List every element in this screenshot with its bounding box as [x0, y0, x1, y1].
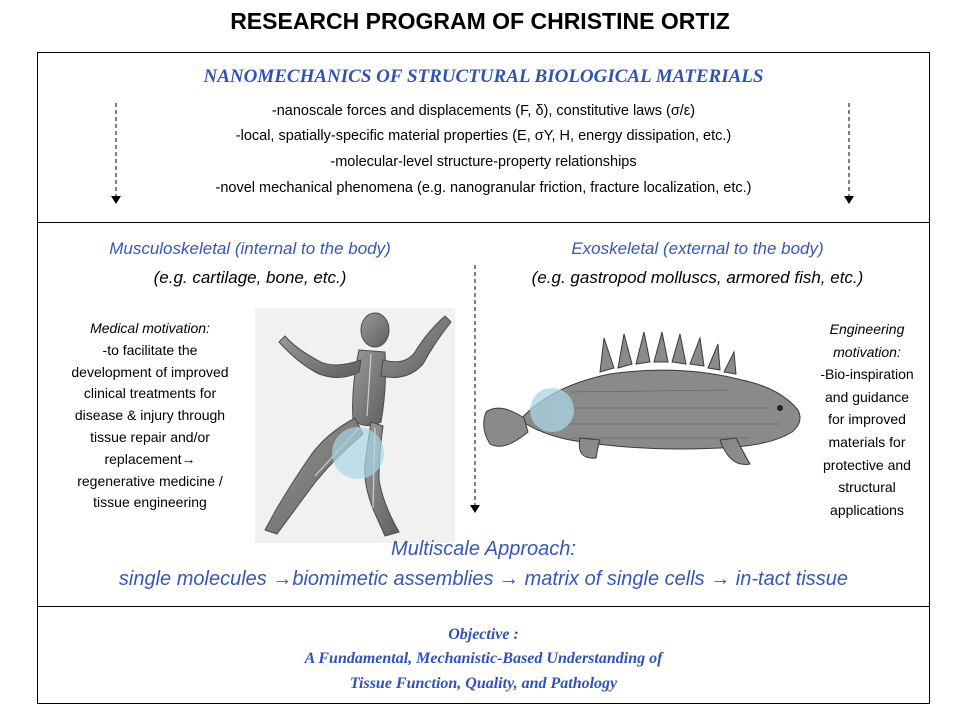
joint-highlight	[332, 427, 384, 479]
exoskeletal-example: (e.g. gastropod molluscs, armored fish, etc.)	[531, 268, 864, 287]
scale-highlight	[530, 388, 574, 432]
medical-line: clinical treatments for	[83, 385, 217, 402]
engineering-line: applications	[830, 501, 904, 518]
armored-fish-illustration	[480, 328, 810, 478]
nano-line-1: -nanoscale forces and displacements (F, δ), constitutive laws (σ/ε)	[271, 103, 696, 119]
engineering-line: protective and	[823, 456, 911, 473]
engineering-line: and guidance	[824, 388, 910, 405]
medical-line: tissue repair and/or	[90, 428, 210, 445]
engineering-line: -Bio-inspiration	[820, 366, 914, 383]
engineering-motivation	[808, 318, 926, 521]
medical-line: tissue engineering	[93, 494, 207, 511]
medical-line: -to facilitate the	[102, 341, 198, 358]
multiscale-chain: single molecules →biomimetic assemblies → matrix of single cells → in-tact tissue	[118, 568, 849, 590]
medical-line: disease & injury through	[74, 407, 226, 424]
objective-line-2: Tissue Function, Quality, and Pathology	[349, 675, 618, 692]
nano-line-4: -novel mechanical phenomena (e.g. nanogranular friction, fracture localization, etc.)	[215, 180, 752, 196]
musculoskeletal-heading: Musculoskeletal (internal to the body)	[109, 239, 391, 258]
nano-line-3: -molecular-level structure-property relationships	[330, 154, 637, 170]
medical-line: regenerative medicine /	[77, 472, 223, 489]
exoskeletal-heading: Exoskeletal (external to the body)	[571, 239, 824, 258]
nano-line-2: -local, spatially-specific material properties (E, σY, H, energy dissipation, etc.)	[235, 128, 732, 144]
medical-line: replacement→	[104, 450, 196, 467]
engineering-heading-2: motivation:	[833, 343, 901, 360]
left-arrow-head	[111, 196, 121, 204]
right-arrow-head	[844, 196, 854, 204]
musculoskeletal-example: (e.g. cartilage, bone, etc.)	[153, 268, 347, 287]
medical-motivation	[40, 318, 260, 514]
medical-line: development of improved	[71, 363, 229, 380]
engineering-line: structural	[838, 479, 896, 496]
multiscale-heading: Multiscale Approach:	[391, 538, 576, 560]
objective-label: Objective :	[448, 626, 519, 643]
page-title: RESEARCH PROGRAM OF CHRISTINE ORTIZ	[230, 8, 730, 34]
runner-skeleton-illustration	[255, 308, 455, 543]
engineering-line: for improved	[828, 411, 906, 428]
medical-heading: Medical motivation:	[90, 320, 210, 336]
center-arrow-head	[470, 505, 480, 513]
nanomechanics-heading: NANOMECHANICS OF STRUCTURAL BIOLOGICAL MATERIALS	[203, 66, 764, 87]
engineering-heading-1: Engineering	[829, 321, 905, 337]
objective-line-1: A Fundamental, Mechanistic-Based Understanding of	[304, 650, 663, 667]
engineering-line: materials for	[828, 433, 906, 450]
